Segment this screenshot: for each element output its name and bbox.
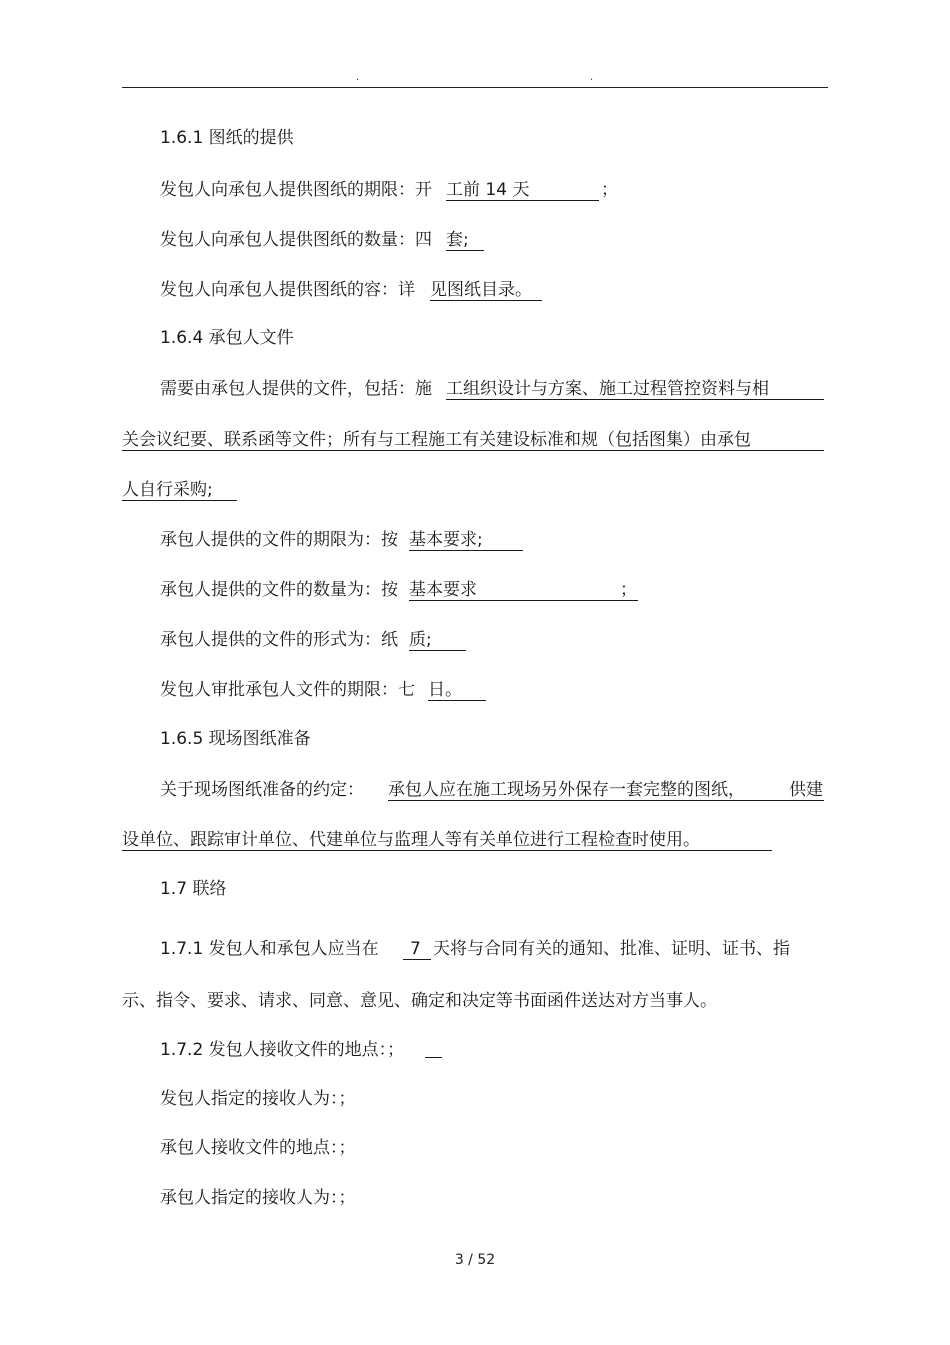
contractor-documents-line-1: 需要由承包人提供的文件，包括：施 工组织设计与方案、施工过程管控资料与相 [160, 379, 769, 399]
site-drawings-line-2: 设单位、跟踪审计单位、代建单位与监理人等有关单位进行工程检查时使用。 [122, 830, 700, 850]
site-drawings-underline-1 [388, 800, 824, 801]
employer-address-underline [425, 1057, 442, 1058]
document-quantity-value: 基本要求 [409, 580, 477, 600]
page-number: 3 / 52 [454, 1252, 496, 1268]
document-quantity-underline [409, 600, 638, 601]
contractor-documents-underline-3 [122, 500, 237, 501]
notice-period-line-2: 示、指令、要求、请求、同意、意见、确定和决定等书面函件送达对方当事人。 [122, 991, 717, 1011]
contractor-documents-line-2: 关会议纪要、联系函等文件；所有与工程施工有关建设标准和规（包括图集）由承包 [122, 430, 751, 450]
approval-deadline-line: 发包人审批承包人文件的期限：七 日。 [160, 680, 462, 700]
employer-address-line: 1.7.2 发包人接收文件的地点：； [160, 1040, 405, 1060]
notice-period-underline [403, 959, 431, 960]
header-dot-right: . [590, 72, 594, 83]
section-1-7-heading: 1.7 联络 [160, 879, 227, 899]
employer-recipient-line: 发包人指定的接收人为：； [160, 1089, 356, 1109]
drawing-content-underline [430, 300, 542, 301]
header-rule [122, 87, 828, 88]
site-drawings-underline-2 [122, 850, 772, 851]
drawing-deadline-underline [446, 200, 599, 201]
drawing-quantity-underline [446, 250, 484, 251]
drawing-content-value: 见图纸目录。 [430, 280, 532, 300]
notice-period-line-1: 1.7.1 发包人和承包人应当在 7 天将与合同有关的通知、批准、证明、证书、指 [160, 939, 790, 959]
document-deadline-underline [409, 550, 523, 551]
approval-deadline-underline [428, 700, 486, 701]
approval-deadline-value: 日。 [428, 680, 462, 700]
contractor-documents-underline-1 [446, 399, 824, 400]
notice-period-value: 7 [410, 939, 421, 959]
document-deadline-value: 基本要求; [409, 530, 483, 550]
document-form-line: 承包人提供的文件的形式为：纸 质; [160, 630, 432, 650]
site-drawings-line-1: 关于现场图纸准备的约定： 承包人应在施工现场另外保存一套完整的图纸， 供建 [160, 780, 823, 800]
document-form-value: 质; [409, 630, 432, 650]
contractor-documents-underline-2 [122, 450, 824, 451]
contractor-address-line: 承包人接收文件的地点：； [160, 1138, 356, 1158]
drawing-quantity-line: 发包人向承包人提供图纸的数量：四 套; [160, 230, 469, 250]
document-form-underline [409, 650, 466, 651]
drawing-quantity-value: 套; [446, 230, 469, 250]
contractor-documents-line-3: 人自行采购; [122, 480, 213, 500]
document-quantity-line: 承包人提供的文件的数量为：按 基本要求 ； [160, 580, 637, 600]
section-1-6-1-heading: 1.6.1 图纸的提供 [160, 128, 294, 148]
drawing-deadline-line: 发包人向承包人提供图纸的期限：开 工前 14 天 ； [160, 180, 618, 200]
section-1-6-4-heading: 1.6.4 承包人文件 [160, 328, 294, 348]
header-dot-left: . [356, 72, 360, 83]
document-deadline-line: 承包人提供的文件的期限为：按 基本要求; [160, 530, 483, 550]
section-1-6-5-heading: 1.6.5 现场图纸准备 [160, 729, 311, 749]
drawing-content-line: 发包人向承包人提供图纸的容：详 见图纸目录。 [160, 280, 532, 300]
drawing-deadline-value: 工前 14 天 [446, 180, 530, 200]
contractor-recipient-line: 承包人指定的接收人为：； [160, 1188, 356, 1208]
